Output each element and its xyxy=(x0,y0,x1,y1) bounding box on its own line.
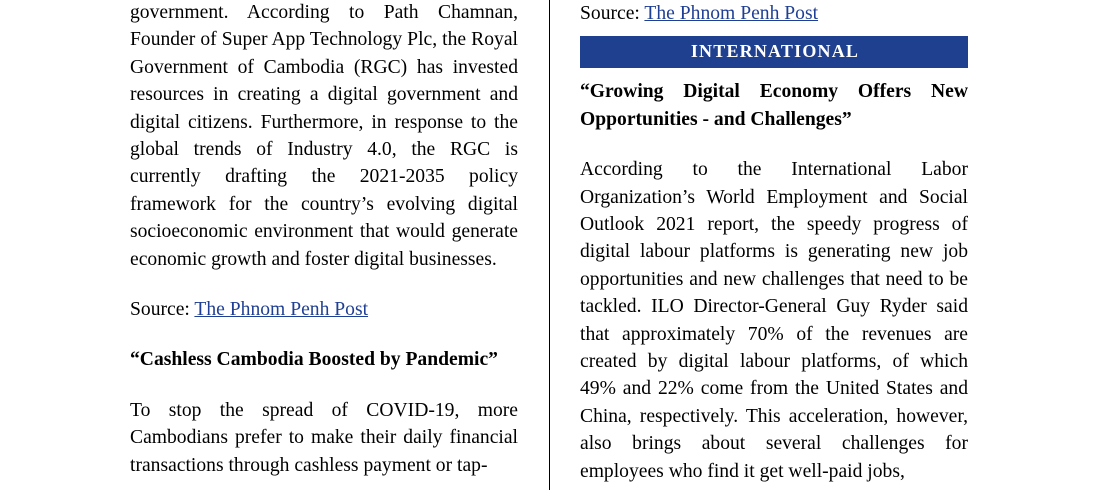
spacer xyxy=(130,323,518,346)
spacer xyxy=(580,133,968,156)
section-banner-wrap xyxy=(580,27,968,78)
left-source-line xyxy=(130,296,518,323)
source-link[interactable]: The Phnom Penh Post xyxy=(194,299,369,321)
source-link[interactable]: The Phnom Penh Post xyxy=(644,3,819,24)
left-article-paragraph: To stop the spread of COVID-19, more Cambodians prefer to make their daily financial transactions through cashless payment or tap- xyxy=(130,399,518,476)
right-column xyxy=(580,0,968,490)
left-column xyxy=(130,0,518,490)
right-source-line xyxy=(580,0,968,27)
right-article-paragraph: According to the International Labor Organization’s World Employment and Social Outlook 2021 report, the speedy progress of digital labour platforms is generating new job opportunities and new challenges that need to be tackled. ILO Director-General Guy Ryder said that approximately 70% of the revenues are created by digital labour platforms, of which 49% and 22% come from the United States and China, respectively. This acceleration, however, also brings about several challenges for employees who find it get well-paid jobs, xyxy=(580,159,968,482)
spacer xyxy=(130,374,518,397)
left-paragraph-continued: government. According to Path Chamnan, Founder of Super App Technology Plc, the Royal Government of Cambodia (RGC) has invested resources in creating a digital government and digital citizens. Furthermore, in response to the global trends of Industry 4.0, the RGC is currently drafting the 2021-2035 policy framework for the country’s evolving digital socioeconomic environment that would generate economic growth and foster digital businesses. xyxy=(130,2,518,270)
column-divider xyxy=(549,0,550,490)
right-article-headline: “Growing Digital Economy Offers New Opportunities - and Challenges” xyxy=(580,81,968,130)
source-label: Source: xyxy=(130,299,195,321)
spacer xyxy=(130,273,518,296)
left-article-headline: “Cashless Cambodia Boosted by Pandemic” xyxy=(130,349,498,371)
source-label: Source: xyxy=(580,3,645,24)
section-banner-international: INTERNATIONAL xyxy=(580,36,968,68)
